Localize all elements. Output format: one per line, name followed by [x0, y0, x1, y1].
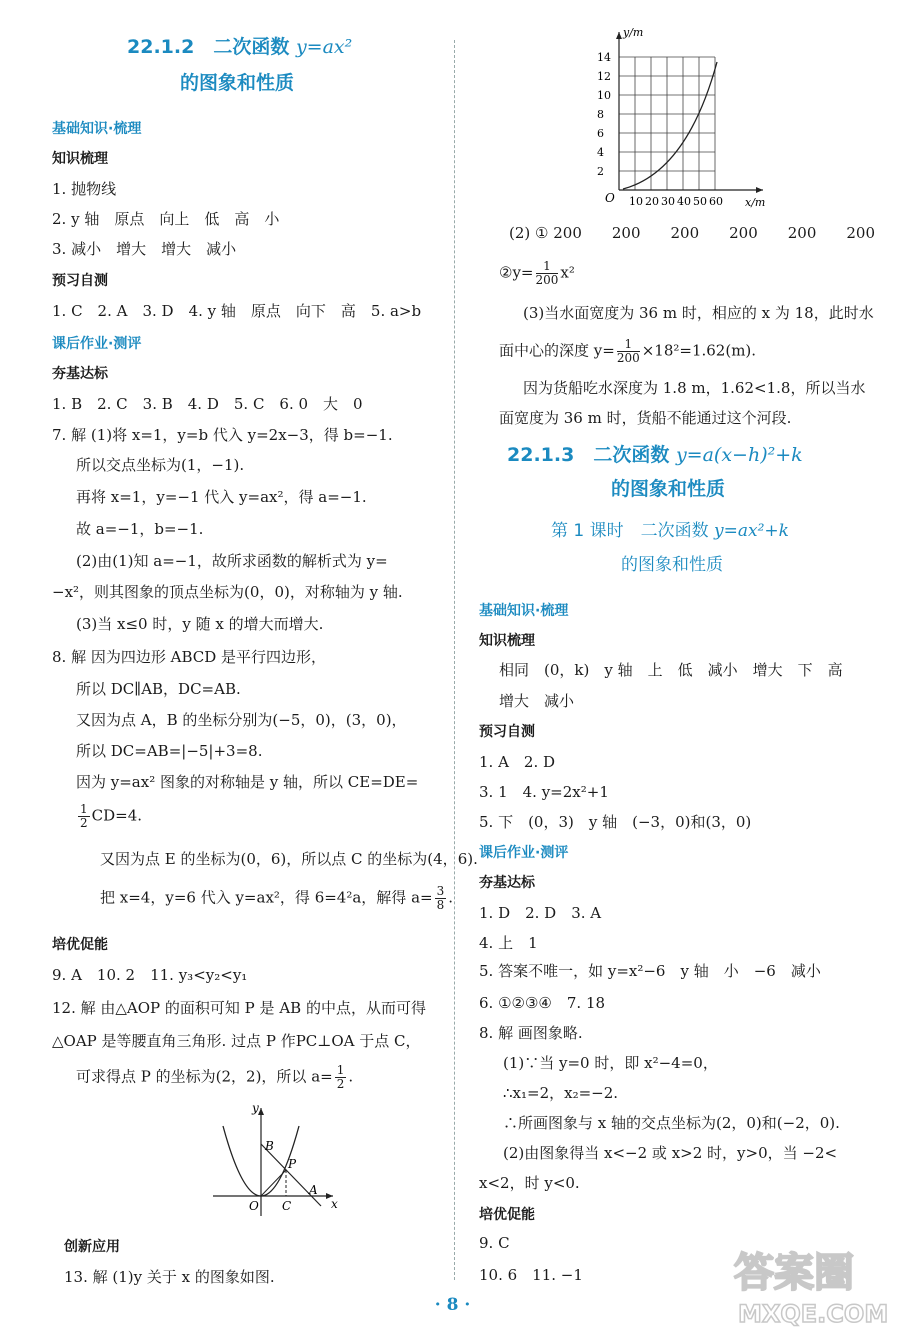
solution-line: (2)由图象得当 x<−2 或 x>2 时，y>0，当 −2<: [503, 1144, 838, 1162]
answer-line: 9. C: [479, 1234, 510, 1252]
fraction: [78, 803, 90, 830]
fraction-prefix: ②y=: [499, 263, 534, 282]
fraction-numerator: 3: [436, 884, 445, 898]
solution-line: −x²，则其图象的顶点坐标为(0，0)，对称轴为 y 轴.: [52, 583, 403, 601]
heading-basic-knowledge: 基础知识·梳理: [479, 603, 569, 619]
fraction: [617, 338, 640, 365]
solution-line: 8. 解 画图象略.: [479, 1024, 583, 1042]
segment-op: [261, 1170, 286, 1196]
y-tick-label: 6: [597, 127, 604, 140]
fraction: [435, 885, 447, 912]
page-number: · 8 ·: [434, 1295, 471, 1315]
answer-line: 5. 下 (0，3) y 轴 (−3，0)和(3，0): [479, 813, 752, 831]
label-x: x: [331, 1197, 338, 1211]
heading-preview-test: 预习自测: [479, 724, 535, 740]
y-tick-label: 8: [597, 108, 604, 121]
title-equation: y=ax²: [295, 36, 353, 58]
label-c: C: [282, 1199, 292, 1213]
solution-line: x<2，时 y<0.: [479, 1174, 580, 1192]
title-equation: y=ax²+k: [714, 521, 789, 541]
fraction-denominator: 200: [616, 351, 640, 365]
solution-line: ∴所画图象与 x 轴的交点坐标为(2，0)和(−2，0).: [503, 1114, 840, 1132]
x-tick-label: 10: [629, 195, 643, 208]
y-axis-arrow: [258, 1108, 264, 1115]
graph-origin-label: O: [605, 191, 615, 205]
solution-line: 所以交点坐标为(1，−1).: [76, 456, 245, 474]
y-tick-label: 2: [597, 165, 604, 178]
label-y: y: [252, 1101, 259, 1115]
solution-line: (1)∵当 y=0 时，即 x²−4=0，: [503, 1054, 718, 1072]
answer-line-fraction: [499, 260, 575, 287]
answer-line: (2) ① 200 200 200 200 200 200: [509, 224, 876, 242]
solution-line: 再将 x=1，y=−1 代入 y=ax²，得 a=−1.: [76, 488, 367, 506]
depth-graph: [595, 22, 775, 210]
graph-curve: [623, 62, 717, 189]
fraction: [335, 1064, 347, 1091]
fraction-suffix: .: [448, 888, 454, 907]
answer-line: 1. B 2. C 3. B 4. D 5. C 6. 0 大 0: [52, 395, 363, 413]
solution-line: (3)当 x≤0 时，y 随 x 的增大而增大.: [76, 615, 324, 633]
answer-line: 1. C 2. A 3. D 4. y 轴 原点 向下 高 5. a>b: [52, 302, 422, 320]
fraction: [536, 260, 559, 287]
answer-line: 1. A 2. D: [479, 753, 556, 771]
solution-line: 面宽度为 36 m 时，货船不能通过这个河段.: [499, 409, 792, 427]
x-tick-label: 50: [693, 195, 707, 208]
fraction-numerator: 1: [336, 1063, 345, 1077]
graph-y-arrow: [616, 32, 622, 39]
graph-x-arrow: [756, 187, 763, 193]
column-divider: [454, 40, 455, 1280]
x-tick-label: 30: [661, 195, 675, 208]
lesson-title-line2: 的图象和性质: [621, 555, 723, 575]
solution-line: (2)由(1)知 a=−1，故所求函数的解析式为 y=: [76, 552, 388, 570]
solution-line: 又因为点 A，B 的坐标分别为(−5，0)，(3，0)，: [76, 711, 407, 729]
fraction-denominator: 200: [535, 273, 559, 287]
answer-line: 相同 (0，k) y 轴 上 低 减小 增大 下 高: [499, 661, 843, 679]
solution-line: 又因为点 E 的坐标为(0，6)，所以点 C 的坐标为(4，6).: [100, 850, 478, 868]
solution-line: 所以 DC=AB=|−5|+3=8.: [76, 742, 263, 760]
title-text: 22.1.3 二次函数: [507, 444, 676, 466]
answer-line: 1. D 2. D 3. A: [479, 904, 602, 922]
y-tick-label: 12: [597, 70, 611, 83]
graph-x-ticks: [629, 195, 723, 208]
parabola-figure: [205, 1100, 345, 1220]
heading-homework: 课后作业·测评: [52, 336, 142, 352]
solution-line: △OAP 是等腰直角三角形. 过点 P 作PC⊥OA 于点 C，: [52, 1032, 421, 1050]
answer-line: 5. 答案不唯一，如 y=x²−6 y 轴 小 −6 减小: [479, 962, 821, 980]
heading-homework: 课后作业·测评: [479, 845, 569, 861]
fraction-suffix: x²: [560, 263, 575, 282]
heading-foundation: 夯基达标: [479, 875, 535, 891]
y-tick-label: 10: [597, 89, 611, 102]
fraction-denominator: 2: [336, 1077, 345, 1091]
answer-line: 4. 上 1: [479, 934, 538, 952]
solution-line: 8. 解 因为四边形 ABCD 是平行四边形，: [52, 648, 327, 666]
answer-line: 增大 减小: [499, 692, 575, 710]
solution-line-fraction: [100, 885, 453, 912]
y-tick-label: 4: [597, 146, 604, 159]
fraction-prefix: 面中心的深度 y=: [499, 341, 615, 360]
graph-x-label: x/m: [745, 196, 766, 209]
graph-grid: [619, 57, 715, 190]
fraction-numerator: 1: [617, 338, 640, 352]
heading-knowledge-review: 知识梳理: [479, 633, 535, 649]
answer-line: 10. 6 11. −1: [479, 1266, 583, 1284]
heading-knowledge-review: 知识梳理: [52, 151, 108, 167]
x-tick-label: 60: [709, 195, 723, 208]
heading-foundation: 夯基达标: [52, 366, 108, 382]
watermark-logo: [728, 1238, 898, 1330]
fraction-suffix: ×18²=1.62(m).: [641, 341, 757, 360]
answer-line: 9. A 10. 2 11. y₃<y₂<y₁: [52, 966, 248, 984]
label-a: A: [309, 1183, 318, 1197]
label-b: B: [265, 1139, 274, 1153]
y-tick-label: 14: [597, 51, 611, 64]
section-title-22-1-3: [507, 440, 803, 467]
solution-line: 所以 DC∥AB，DC=AB.: [76, 680, 241, 698]
fraction-suffix: CD=4.: [91, 806, 143, 825]
solution-line-fraction: [76, 1064, 353, 1091]
fraction-denominator: 2: [80, 816, 88, 830]
label-p: P: [288, 1157, 297, 1171]
graph-y-label: y/m: [623, 26, 644, 39]
watermark-top-text: 答案圈: [734, 1250, 854, 1296]
answer-line: 3. 减小 增大 增大 减小: [52, 240, 237, 258]
graph-y-ticks: [597, 51, 611, 178]
lesson-title: [551, 516, 789, 541]
fraction-numerator: 1: [536, 260, 559, 274]
title-equation: y=a(x−h)²+k: [675, 444, 803, 466]
heading-preview-test: 预习自测: [52, 273, 108, 289]
solution-line-fraction: [76, 803, 142, 830]
section-title-line2: 的图象和性质: [180, 72, 295, 94]
answer-line: 3. 1 4. y=2x²+1: [479, 783, 609, 801]
x-tick-label: 20: [645, 195, 659, 208]
answer-line: 1. 抛物线: [52, 180, 117, 198]
solution-line: 因为货船吃水深度为 1.8 m，1.62<1.8，所以当水: [523, 379, 866, 397]
section-title-22-1-2: [127, 32, 352, 59]
solution-line: 13. 解 (1)y 关于 x 的图象如图.: [64, 1268, 275, 1286]
fraction-suffix: .: [348, 1067, 354, 1086]
solution-line: 12. 解 由△AOP 的面积可知 P 是 AB 的中点，从而可得: [52, 999, 426, 1017]
watermark-bottom-text: MXQE.COM: [738, 1300, 889, 1328]
answer-line: 6. ①②③④ 7. 18: [479, 994, 606, 1012]
heading-advanced: 培优促能: [52, 937, 108, 953]
solution-line: ∴x₁=2，x₂=−2.: [503, 1084, 619, 1102]
label-o: O: [249, 1199, 259, 1213]
title-text: 22.1.2 二次函数: [127, 36, 296, 58]
answer-line: 2. y 轴 原点 向上 低 高 小: [52, 210, 280, 228]
solution-line-fraction: [499, 338, 756, 365]
fraction-prefix: 把 x=4，y=6 代入 y=ax²，得 6=4²a，解得 a=: [100, 888, 433, 907]
heading-advanced: 培优促能: [479, 1207, 535, 1223]
title-text: 第 1 课时 二次函数: [551, 521, 715, 541]
fraction-denominator: 8: [436, 898, 445, 912]
solution-line: (3)当水面宽度为 36 m 时，相应的 x 为 18，此时水: [523, 304, 874, 322]
section-title-line2: 的图象和性质: [611, 478, 726, 500]
heading-basic-knowledge: 基础知识·梳理: [52, 121, 142, 137]
fraction-numerator: 1: [80, 802, 88, 816]
fraction-prefix: 可求得点 P 的坐标为(2，2)，所以 a=: [76, 1067, 333, 1086]
solution-line: 故 a=−1，b=−1.: [76, 520, 204, 538]
x-tick-label: 40: [677, 195, 691, 208]
solution-line: 因为 y=ax² 图象的对称轴是 y 轴，所以 CE=DE=: [76, 773, 419, 791]
heading-innovation: 创新应用: [64, 1239, 120, 1255]
solution-line: 7. 解 (1)将 x=1，y=b 代入 y=2x−3，得 b=−1.: [52, 426, 393, 444]
